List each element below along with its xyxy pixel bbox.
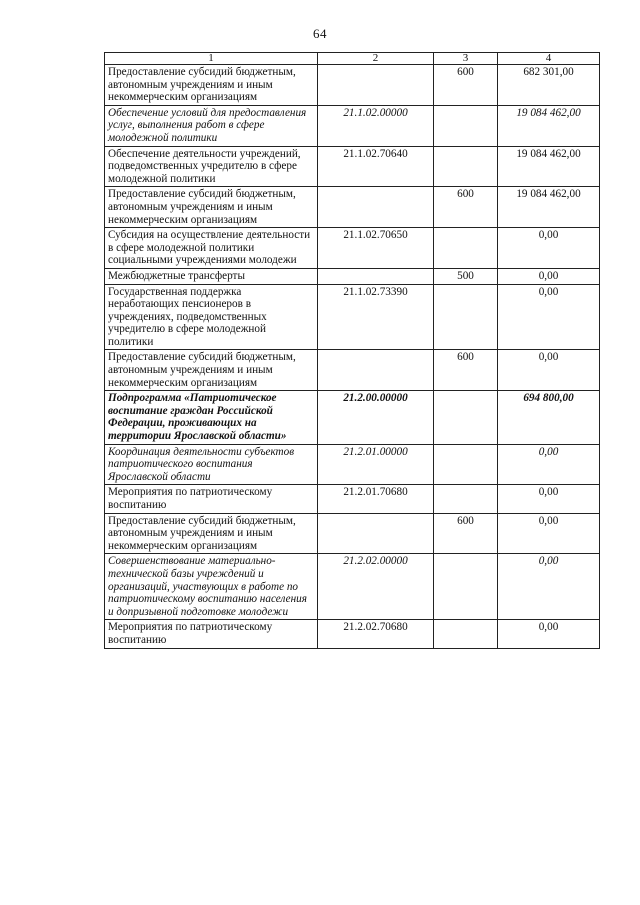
row-type-cell (434, 391, 498, 444)
row-code-cell (318, 513, 434, 554)
row-code-cell: 21.1.02.70650 (318, 228, 434, 269)
row-name-cell: Предоставление субсидий бюджетным, автономным учреждениям и иным некоммерческим организациям (105, 350, 318, 391)
row-name-cell: Предоставление субсидий бюджетным, автономным учреждениям и иным некоммерческим организациям (105, 513, 318, 554)
row-code-cell (318, 187, 434, 228)
row-name-cell: Координация деятельности субъектов патриотического воспитания Ярославской области (105, 444, 318, 485)
table-body (105, 65, 600, 649)
row-type-cell (434, 284, 498, 350)
table-row (105, 350, 600, 391)
row-amount-cell: 19 084 462,00 (498, 105, 600, 146)
row-amount-cell: 0,00 (498, 268, 600, 284)
row-type-cell: 600 (434, 513, 498, 554)
table-row (105, 187, 600, 228)
row-name-cell: Межбюджетные трансферты (105, 268, 318, 284)
row-type-cell: 600 (434, 350, 498, 391)
row-amount-cell: 19 084 462,00 (498, 187, 600, 228)
row-code-cell: 21.1.02.00000 (318, 105, 434, 146)
column-header-3: 3 (434, 53, 498, 65)
row-amount-cell: 0,00 (498, 513, 600, 554)
row-type-cell (434, 554, 498, 620)
table-row (105, 391, 600, 444)
table-row (105, 105, 600, 146)
row-type-cell: 500 (434, 268, 498, 284)
table-row (105, 513, 600, 554)
row-type-cell (434, 105, 498, 146)
row-code-cell: 21.2.02.00000 (318, 554, 434, 620)
column-header-4: 4 (498, 53, 600, 65)
table-row (105, 554, 600, 620)
table-row (105, 65, 600, 106)
row-name-cell: Совершенствование материально-технической базы учреждений и организаций, участвующих в работе по патриотическому воспитанию населения и допризывной подготовке молодежи (105, 554, 318, 620)
table-row (105, 268, 600, 284)
row-code-cell: 21.2.01.00000 (318, 444, 434, 485)
row-code-cell: 21.1.02.70640 (318, 146, 434, 187)
table-row (105, 228, 600, 269)
row-type-cell (434, 146, 498, 187)
row-name-cell: Мероприятия по патриотическому воспитанию (105, 620, 318, 648)
page-number: 64 (313, 26, 327, 41)
column-header-1: 1 (105, 53, 318, 65)
row-amount-cell: 694 800,00 (498, 391, 600, 444)
row-code-cell (318, 350, 434, 391)
table-row (105, 284, 600, 350)
row-code-cell: 21.1.02.73390 (318, 284, 434, 350)
row-name-cell: Субсидия на осуществление деятельности в сфере молодежной политики социальными учреждениями молодежи (105, 228, 318, 269)
column-header-2: 2 (318, 53, 434, 65)
row-code-cell: 21.2.01.70680 (318, 485, 434, 513)
row-code-cell (318, 268, 434, 284)
row-name-cell: Предоставление субсидий бюджетным, автономным учреждениям и иным некоммерческим организациям (105, 65, 318, 106)
row-amount-cell: 19 084 462,00 (498, 146, 600, 187)
table-row (105, 444, 600, 485)
row-amount-cell: 682 301,00 (498, 65, 600, 106)
table-header-row (105, 53, 600, 65)
row-amount-cell: 0,00 (498, 554, 600, 620)
table-row (105, 146, 600, 187)
row-name-cell: Государственная поддержка неработающих пенсионеров в учреждениях, подведомственных учредителю в сфере молодежной политики (105, 284, 318, 350)
row-type-cell (434, 444, 498, 485)
row-amount-cell: 0,00 (498, 485, 600, 513)
row-code-cell: 21.2.02.70680 (318, 620, 434, 648)
row-name-cell: Мероприятия по патриотическому воспитанию (105, 485, 318, 513)
row-name-cell: Обеспечение условий для предоставления услуг, выполнения работ в сфере молодежной политики (105, 105, 318, 146)
row-type-cell: 600 (434, 187, 498, 228)
row-code-cell (318, 65, 434, 106)
row-amount-cell: 0,00 (498, 228, 600, 269)
row-type-cell (434, 620, 498, 648)
table-row (105, 620, 600, 648)
row-amount-cell: 0,00 (498, 444, 600, 485)
row-code-cell: 21.2.00.00000 (318, 391, 434, 444)
row-type-cell (434, 228, 498, 269)
row-name-cell: Предоставление субсидий бюджетным, автономным учреждениям и иным некоммерческим организациям (105, 187, 318, 228)
row-name-cell: Обеспечение деятельности учреждений, подведомственных учредителю в сфере молодежной политики (105, 146, 318, 187)
row-amount-cell: 0,00 (498, 350, 600, 391)
row-amount-cell: 0,00 (498, 284, 600, 350)
row-name-cell: Подпрограмма «Патриотическое воспитание граждан Российской Федерации, проживающих на территории Ярославской области» (105, 391, 318, 444)
row-amount-cell: 0,00 (498, 620, 600, 648)
budget-table (104, 52, 600, 649)
row-type-cell (434, 485, 498, 513)
table-row (105, 485, 600, 513)
row-type-cell: 600 (434, 65, 498, 106)
